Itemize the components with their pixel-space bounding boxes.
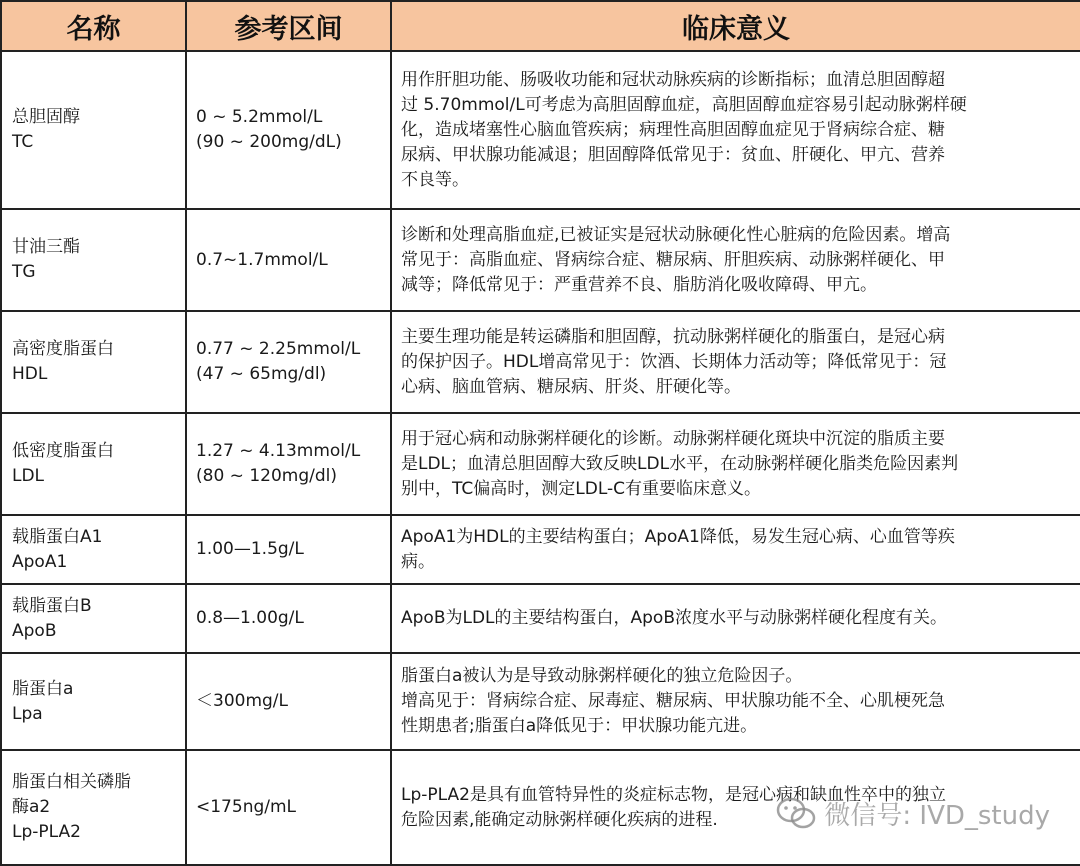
meaning-cell xyxy=(391,413,1080,515)
name-line: 载脂蛋白A1 xyxy=(12,526,103,547)
name-cell xyxy=(1,653,186,750)
range-cell xyxy=(186,653,391,750)
name-line: TC xyxy=(12,132,34,152)
range-cell xyxy=(186,413,391,515)
meaning-cell xyxy=(391,584,1080,653)
name-line: 低密度脂蛋白 xyxy=(12,441,114,461)
table-row xyxy=(1,653,1080,750)
header-meaning: 临床意义 xyxy=(391,1,1080,51)
name-cell xyxy=(1,51,186,209)
meaning-cell xyxy=(391,51,1080,209)
range-line: (80 ~ 120mg/dl) xyxy=(196,466,337,486)
range-cell xyxy=(186,311,391,413)
name-line: HDL xyxy=(12,364,48,384)
name-cell xyxy=(1,413,186,515)
range-line: 0.7~1.7mmol/L xyxy=(196,249,328,270)
meaning-cell xyxy=(391,209,1080,311)
range-line: (47 ~ 65mg/dl) xyxy=(196,364,327,384)
meaning-line: 不良等。 xyxy=(401,169,469,190)
meaning-cell xyxy=(391,311,1080,413)
name-cell xyxy=(1,584,186,653)
meaning-line: 增高见于：肾病综合症、尿毒症、糖尿病、甲状腺功能不全、心肌梗死急 xyxy=(401,691,945,711)
range-line: ＜300mg/L xyxy=(196,691,288,711)
name-line: 载脂蛋白B xyxy=(12,595,92,616)
table-row xyxy=(1,515,1080,584)
name-cell xyxy=(1,750,186,865)
meaning-line: 常见于：高脂血症、肾病综合症、糖尿病、肝胆疾病、动脉粥样硬化、甲 xyxy=(401,249,945,270)
header-row xyxy=(1,1,1080,51)
meaning-line: 病。 xyxy=(401,551,435,572)
range-cell xyxy=(186,584,391,653)
meaning-line: 减等；降低常见于：严重营养不良、脂肪消化吸收障碍、甲亢。 xyxy=(401,274,877,295)
range-line: 0 ~ 5.2mmol/L xyxy=(196,107,323,127)
range-cell xyxy=(186,209,391,311)
meaning-cell xyxy=(391,750,1080,865)
name-line: Lpa xyxy=(12,703,43,724)
meaning-line: 是LDL；血清总胆固醇大致反映LDL水平，在动脉粥样硬化脂类危险因素判 xyxy=(401,453,959,474)
name-line: TG xyxy=(12,262,36,282)
name-line: 脂蛋白a xyxy=(12,678,74,699)
range-line: 1.27 ~ 4.13mmol/L xyxy=(196,441,361,461)
watermark-text: 微信号: IVD_study xyxy=(824,801,1050,831)
name-line: 甘油三酯 xyxy=(12,237,80,257)
name-line: 脂蛋白相关磷脂 xyxy=(12,772,131,792)
name-cell xyxy=(1,209,186,311)
name-line: Lp-PLA2 xyxy=(12,822,81,842)
name-line: LDL xyxy=(12,466,45,486)
meaning-line: 脂蛋白a被认为是导致动脉粥样硬化的独立危险因子。 xyxy=(401,666,803,686)
table-body xyxy=(1,51,1080,865)
meaning-line: 化，造成堵塞性心脑血管疾病；病理性高胆固醇血症见于肾病综合症、糖 xyxy=(401,119,945,140)
range-line: 1.00—1.5g/L xyxy=(196,539,304,559)
meaning-line: 用作肝胆功能、肠吸收功能和冠状动脉疾病的诊断指标；血清总胆固醇超 xyxy=(401,69,945,90)
name-cell xyxy=(1,515,186,584)
range-cell xyxy=(186,515,391,584)
meaning-line: 别中，TC偏高时，测定LDL-C有重要临床意义。 xyxy=(401,478,761,499)
table-row xyxy=(1,51,1080,209)
meaning-cell xyxy=(391,653,1080,750)
meaning-line: 用于冠心病和动脉粥样硬化的诊断。动脉粥样硬化斑块中沉淀的脂质主要 xyxy=(401,428,945,449)
table-row xyxy=(1,584,1080,653)
name-line: 总胆固醇 xyxy=(12,107,80,127)
meaning-line: 诊断和处理高脂血症,已被证实是冠状动脉硬化性心脏病的危险因素。增高 xyxy=(401,224,951,245)
meaning-line: 过 5.70mmol/L可考虑为高胆固醇血症，高胆固醇血症容易引起动脉粥样硬 xyxy=(401,94,967,115)
name-line: 酶a2 xyxy=(12,797,51,817)
header-name: 名称 xyxy=(1,1,186,51)
meaning-line: 性期患者;脂蛋白a降低见于：甲状腺功能亢进。 xyxy=(401,716,758,736)
table-row xyxy=(1,209,1080,311)
meaning-line: 主要生理功能是转运磷脂和胆固醇，抗动脉粥样硬化的脂蛋白，是冠心病 xyxy=(401,326,945,347)
meaning-line: Lp-PLA2是具有血管特异性的炎症标志物，是冠心病和缺血性卒中的独立 xyxy=(401,784,946,805)
meaning-line: 尿病、甲状腺功能减退；胆固醇降低常见于：贫血、肝硬化、甲亢、营养 xyxy=(401,144,945,165)
range-cell xyxy=(186,51,391,209)
name-line: 高密度脂蛋白 xyxy=(12,339,114,359)
meaning-cell xyxy=(391,515,1080,584)
name-line: ApoA1 xyxy=(12,551,68,572)
range-cell xyxy=(186,750,391,865)
table-row xyxy=(1,413,1080,515)
table-row xyxy=(1,750,1080,865)
range-line: 0.8—1.00g/L xyxy=(196,608,304,628)
meaning-line: 危险因素,能确定动脉粥样硬化疾病的进程. xyxy=(401,809,718,830)
meaning-line: ApoB为LDL的主要结构蛋白，ApoB浓度水平与动脉粥样硬化程度有关。 xyxy=(401,608,947,628)
name-line: ApoB xyxy=(12,620,57,641)
range-line: (90 ~ 200mg/dL) xyxy=(196,132,342,152)
name-cell xyxy=(1,311,186,413)
meaning-line: 心病、脑血管病、糖尿病、肝炎、肝硬化等。 xyxy=(401,376,741,397)
range-line: 0.77 ~ 2.25mmol/L xyxy=(196,339,361,359)
header-range: 参考区间 xyxy=(186,1,391,51)
meaning-line: ApoA1为HDL的主要结构蛋白；ApoA1降低，易发生冠心病、心血管等疾 xyxy=(401,526,955,547)
meaning-line: 的保护因子。HDL增高常见于：饮酒、长期体力活动等；降低常见于：冠 xyxy=(401,351,947,372)
range-line: <175ng/mL xyxy=(196,797,297,817)
table-row xyxy=(1,311,1080,413)
